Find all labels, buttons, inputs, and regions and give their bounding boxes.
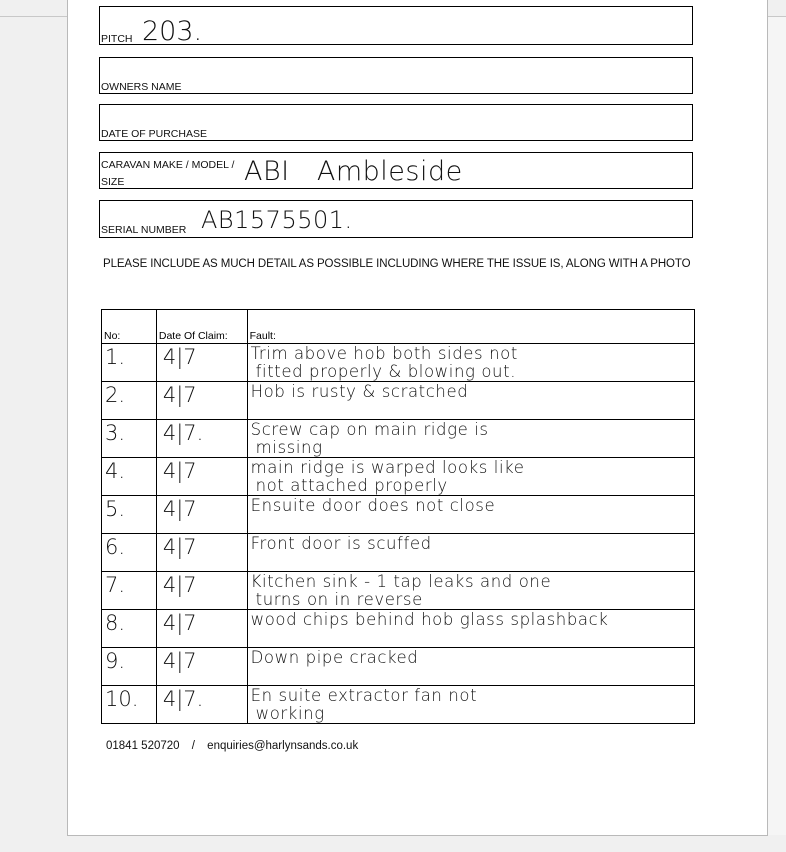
footer-separator: /	[191, 740, 195, 752]
claim-date-cell	[156, 648, 247, 686]
claim-date-cell	[156, 572, 247, 610]
claim-date: 4|7	[162, 535, 197, 559]
claim-number: 1.	[105, 345, 126, 369]
claim-fault-cell	[247, 382, 694, 420]
claim-date: 4|7	[162, 497, 197, 521]
claim-fault-cell	[247, 344, 694, 382]
serial-number-field[interactable]	[99, 200, 693, 238]
claim-fault-line1: Kitchen sink - 1 tap leaks and one	[250, 572, 552, 591]
claim-fault-line1: Ensuite door does not close	[250, 496, 496, 515]
serial-number-label: SERIAL NUMBER	[101, 224, 187, 236]
claim-number: 2.	[105, 383, 126, 407]
claim-number-cell	[102, 686, 157, 724]
claim-date-cell	[156, 534, 247, 572]
footer-phone: 01841 520720	[106, 740, 180, 752]
table-row	[102, 534, 695, 572]
table-row	[102, 496, 695, 534]
claim-date-cell	[156, 610, 247, 648]
table-row	[102, 686, 695, 724]
claim-fault-line2: missing	[255, 438, 323, 457]
claim-number: 10.	[105, 687, 139, 711]
claim-date: 4|7	[162, 345, 197, 369]
claim-fault-cell	[247, 458, 694, 496]
claim-number-cell	[102, 382, 157, 420]
claim-number: 6.	[105, 535, 126, 559]
claim-number-cell	[102, 496, 157, 534]
claim-number: 5.	[105, 497, 126, 521]
claim-fault-cell	[247, 534, 694, 572]
table-row	[102, 344, 695, 382]
claim-number-cell	[102, 420, 157, 458]
claim-fault-line2: turns on in reverse	[255, 590, 423, 609]
header-no: No:	[102, 310, 157, 344]
claim-number: 7.	[105, 573, 126, 597]
claim-date-cell	[156, 686, 247, 724]
owners-name-label: OWNERS NAME	[101, 81, 182, 93]
footer-contact	[106, 740, 367, 752]
claim-number-cell	[102, 458, 157, 496]
claim-date: 4|7.	[162, 687, 204, 711]
claim-date: 4|7	[162, 649, 197, 673]
claims-table	[101, 309, 695, 724]
pitch-field[interactable]	[99, 6, 693, 45]
header-date: Date Of Claim:	[156, 310, 247, 344]
caravan-make-label: CARAVAN MAKE / MODEL /	[101, 159, 235, 171]
claim-date-cell	[156, 382, 247, 420]
claim-number-cell	[102, 572, 157, 610]
claim-date-cell	[156, 458, 247, 496]
table-row	[102, 572, 695, 610]
table-row	[102, 648, 695, 686]
owners-name-field[interactable]	[99, 57, 693, 94]
claim-date-cell	[156, 344, 247, 382]
claim-fault-line1: Down pipe cracked	[250, 648, 419, 667]
claim-fault-line1: Hob is rusty & scratched	[250, 382, 469, 401]
claim-number-cell	[102, 610, 157, 648]
claim-number-cell	[102, 534, 157, 572]
claim-fault-line2: working	[255, 704, 325, 723]
caravan-make-field[interactable]	[99, 152, 693, 189]
header-fault: Fault:	[247, 310, 694, 344]
caravan-make-value: ABI Ambleside	[244, 156, 463, 187]
claim-fault-cell	[247, 496, 694, 534]
instruction-text: PLEASE INCLUDE AS MUCH DETAIL AS POSSIBLE INCLUDING WHERE THE ISSUE IS, ALONG WITH A PHOTO	[103, 258, 691, 270]
claim-fault-cell	[247, 610, 694, 648]
claim-fault-line2: not attached properly	[255, 476, 448, 495]
claim-date-cell	[156, 420, 247, 458]
claim-fault-cell	[247, 686, 694, 724]
date-of-purchase-field[interactable]	[99, 104, 693, 141]
table-row	[102, 382, 695, 420]
scrollbar-track[interactable]	[767, 17, 786, 835]
claim-date: 4|7	[162, 383, 197, 407]
claim-fault-cell	[247, 572, 694, 610]
claim-date: 4|7	[162, 611, 197, 635]
claim-fault-line1: main ridge is warped looks like	[250, 458, 525, 477]
claim-fault-line1: Screw cap on main ridge is	[250, 420, 489, 439]
claim-date: 4|7	[162, 459, 197, 483]
footer-email[interactable]: enquiries@harlynsands.co.uk	[207, 740, 359, 752]
table-row	[102, 610, 695, 648]
serial-number-value: AB1575501.	[201, 206, 353, 234]
claim-number: 4.	[105, 459, 126, 483]
claim-fault-cell	[247, 420, 694, 458]
claim-number-cell	[102, 344, 157, 382]
table-row	[102, 420, 695, 458]
claim-fault-line1: Front door is scuffed	[250, 534, 432, 553]
claim-fault-line1: En suite extractor fan not	[250, 686, 478, 705]
claim-fault-line1: Trim above hob both sides not	[250, 344, 518, 363]
claim-date: 4|7.	[162, 421, 204, 445]
pitch-value: 203.	[142, 16, 203, 47]
caravan-size-label: SIZE	[101, 176, 125, 188]
date-of-purchase-label: DATE OF PURCHASE	[101, 128, 207, 140]
claim-fault-line2: fitted properly & blowing out.	[255, 362, 517, 381]
claim-date-cell	[156, 496, 247, 534]
claim-date: 4|7	[162, 573, 197, 597]
claim-number-cell	[102, 648, 157, 686]
pitch-label: PITCH	[101, 33, 133, 45]
claim-fault-line1: wood chips behind hob glass splashback	[250, 610, 609, 629]
claim-number: 3.	[105, 421, 126, 445]
table-header-row	[102, 310, 695, 344]
claim-number: 8.	[105, 611, 126, 635]
claim-fault-cell	[247, 648, 694, 686]
claim-number: 9.	[105, 649, 126, 673]
table-row	[102, 458, 695, 496]
